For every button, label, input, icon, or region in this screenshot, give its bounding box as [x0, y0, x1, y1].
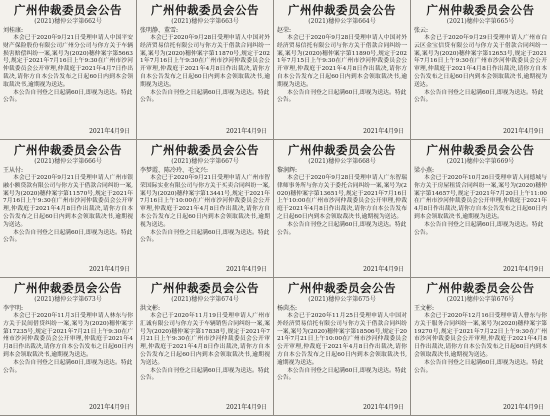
notice-title: 广州仲裁委员会公告: [288, 143, 396, 157]
notice-title: 广州仲裁委员会公告: [426, 3, 535, 17]
notice-block: [274, 0, 411, 140]
notice-block: [0, 140, 137, 278]
recipient: 李宇明:: [3, 305, 24, 312]
notice-date: 2021年4月9日: [89, 404, 130, 411]
notice-note: 本公告自刊登之日起满60日,即视为送达。特此公告。: [277, 221, 407, 236]
notice-title: 广州仲裁委员会公告: [288, 281, 396, 295]
recipient: 杨茵杰:: [277, 305, 298, 312]
notice-block: [274, 278, 411, 416]
notice-note: 本公告自刊登之日起满60日,即视为送达。特此公告。: [3, 89, 133, 104]
notice-date: 2021年4月9日: [89, 266, 130, 273]
notice-date: 2021年4月9日: [226, 404, 267, 411]
notice-block: [411, 0, 550, 140]
notice-body: 本会已于2020年9月28日受理申请人中国对外经济贸易信托有限公司与你方关于借款合同纠纷一案,案号为(2020)穗仲案字第11890号,规定于2021年7月15日上午9:30在广州市沙河仲裁委员会公开审理,仲裁庭于2021年4月8日作出裁决,请你方自本公告发布之日起60日内到本会领取裁决书,逾期视为送达。: [277, 35, 407, 88]
case-number: (2021)穗仲公字第666号: [34, 158, 102, 165]
case-number: (2021)穗仲公字第674号: [171, 296, 239, 303]
notice-date: 2021年4月9日: [226, 266, 267, 273]
notice-date: 2021年4月9日: [363, 128, 404, 135]
notice-note: 本公告自刊登之日起满60日,即视为送达。特此公告。: [414, 221, 544, 236]
notice-note: 本公告自刊登之日起满60日,即视为送达。特此公告。: [277, 367, 407, 382]
recipient: 王从付:: [3, 167, 24, 174]
notice-block: [137, 0, 274, 140]
notice-date: 2021年4月9日: [503, 404, 544, 411]
notice-title: 广州仲裁委员会公告: [151, 281, 259, 295]
notice-body: 本会已于2020年9月21日受理申请人广州市智荣国际实业有限公司与你方关于买卖合同纠纷一案,案号为(2020)穗仲案字第13441号,规定于2021年7月16日上午10:00在广州市沙河仲裁委员会公开审理,仲裁庭于2021年4月8日作出裁决,请你方自本公告发布之日起60日内到本会领取裁决书,逾期视为送达。: [140, 175, 270, 228]
notice-note: 本公告自刊登之日起满60日,即视为送达。特此公告。: [414, 359, 544, 374]
notice-note: 本公告自刊登之日起满60日,即视为送达。特此公告。: [414, 89, 544, 104]
notice-body: 本会已于2020年11月3日受理申请人林东与你方关于民间借贷纠纷一案,案号为(2020)穗仲案字第17235号,规定于2021年7月21日上午9:30在广州市沙河仲裁委员会公开审理,仲裁庭于2021年4月8日作出裁决,请你方自本公告发布之日起60日内到本会领取裁决书,逾期视为送达。: [3, 313, 133, 358]
notice-body: 本会已于2020年11月19日受理申请人广州市汇诚有限公司与你方关于车辆销售合同纠纷一案,案号为(2020)穗仲案字第17838号,规定于2021年7月21日上午9:30在广州市沙河仲裁委员会公开审理,仲裁庭于2021年4月8日作出裁决,请你方自本公告发布之日起60日内到本会领取裁决书,逾期视为送达。: [140, 313, 270, 366]
notice-body: 本会已于2020年12月16日受理申请人曹东与你方关于服务合同纠纷一案,案号为(2020)穗仲案字第19270号,规定于2021年7月22日上午9:30在广州市沙河仲裁委员会公开审理,仲裁庭于2021年4月8日作出裁决,请你方自本公告发布之日起60日内到本会领取裁决书,逾期视为送达。: [414, 313, 547, 358]
notice-body: 本会已于2020年9月28日受理申请人中国对外经济贸易信托有限公司与你方关于借款合同纠纷一案,案号为(2020)穗仲案字第11870号,规定于2021年7月16日上午9:30在广州市沙河仲裁委员会公开审理,仲裁庭于2021年4月8日作出裁决,请你方自本公告发布之日起60日内到本会领取裁决书,逾期视为送达。: [140, 35, 270, 88]
recipient: 黎润辉:: [277, 167, 298, 174]
recipient: 赵荣:: [277, 27, 292, 34]
notice-block: [274, 140, 411, 278]
notice-title: 广州仲裁委员会公告: [426, 281, 535, 295]
notice-title: 广州仲裁委员会公告: [151, 143, 259, 157]
case-number: (2021)穗仲公字第675号: [308, 296, 376, 303]
recipient: 李梦霞、陈冷玲、毛文兴:: [140, 167, 209, 174]
notice-block: [137, 278, 274, 416]
case-number: (2021)穗仲公字第667号: [171, 158, 239, 165]
notice-date: 2021年4月9日: [363, 404, 404, 411]
notice-block: [0, 0, 137, 140]
notice-note: 本公告自刊登之日起满60日,即视为送达。特此公告。: [140, 367, 270, 382]
case-number: (2021)穗仲公字第664号: [308, 18, 376, 25]
case-number: (2021)穗仲公字第673号: [34, 296, 102, 303]
notice-title: 广州仲裁委员会公告: [288, 3, 396, 17]
case-number: (2021)穗仲公字第669号: [446, 158, 515, 165]
notice-date: 2021年4月9日: [89, 128, 130, 135]
notice-body: 本会已于2020年9月21日受理申请人中国平安财产保险股份有限公司广州分公司与你方关于车辆损害赔偿纠纷一案,案号为(2020)穗仲案字第5663号,规定于2021年7月16日上午9:30在广州市沙河仲裁委员会公开审理,仲裁庭于2021年4月7日作出裁决,请你方自本公告发布之日起60日内到本会领取裁决书,逾期视为送达。: [3, 35, 133, 88]
notice-title: 广州仲裁委员会公告: [14, 3, 122, 17]
notice-block: [0, 278, 137, 416]
recipient: 洪文彬:: [140, 305, 161, 312]
notice-title: 广州仲裁委员会公告: [14, 143, 122, 157]
notice-body: 本会已于2020年11月25日受理申请人中国对外经济贸易信托有限公司与你方关于借款合同纠纷一案,案号为(2020)穗仲案字第18506号,规定于2021年7月21日上午10:00在广州市沙河仲裁委员会公开审理,仲裁庭于2021年4月8日作出裁决,请你方自本公告发布之日起60日内到本会领取裁决书,逾期视为送达。: [277, 313, 407, 366]
notice-title: 广州仲裁委员会公告: [426, 143, 535, 157]
notice-note: 本公告自刊登之日起满60日,即视为送达。特此公告。: [140, 229, 270, 244]
notice-date: 2021年4月9日: [503, 128, 544, 135]
recipient: 张云:: [414, 27, 429, 34]
recipient: 王文彬:: [414, 305, 435, 312]
notice-block: [137, 140, 274, 278]
notice-note: 本公告自刊登之日起满60日,即视为送达。特此公告。: [140, 89, 270, 104]
notice-date: 2021年4月9日: [226, 128, 267, 135]
notice-note: 本公告自刊登之日起满60日,即视为送达。特此公告。: [3, 229, 133, 244]
notice-title: 广州仲裁委员会公告: [151, 3, 259, 17]
notice-date: 2021年4月9日: [363, 266, 404, 273]
case-number: (2021)穗仲公字第676号: [446, 296, 515, 303]
case-number: (2021)穗仲公字第662号: [34, 18, 102, 25]
notice-block: [411, 278, 550, 416]
case-number: (2021)穗仲公字第665号: [446, 18, 515, 25]
case-number: (2021)穗仲公字第663号: [171, 18, 239, 25]
notice-block: [411, 140, 550, 278]
notice-body: 本会已于2020年9月28日受理申请人广东智瑞律师事务所与你方关于委托合同纠纷一案,案号为(2020)穗仲案字第13651号,规定于2021年7月16日上午10:00在广州市沙河仲裁委员会公开审理,仲裁庭于2021年4月8日作出裁决,请你方自本公告发布之日起60日内到本会领取裁决书,逾期视为送达。: [277, 175, 407, 220]
notice-date: 2021年4月9日: [503, 266, 544, 273]
notice-body: 本会已于2020年10月26日受理申请人同德城与你方关于房屋租赁合同纠纷一案,案号为(2020)穗仲案字第14657号,规定于2021年7月20日上午11:00在广州市沙河仲裁委员会公开审理,仲裁庭于2021年4月8日作出裁决,请你方自本公告发布之日起60日内到本会领取裁决书,逾期视为送达。: [414, 175, 547, 220]
notice-note: 本公告自刊登之日起满60日,即视为送达。特此公告。: [277, 89, 407, 104]
recipient: 张明静、董雪:: [140, 27, 179, 34]
notice-note: 本公告自刊登之日起满60日,即视为送达。特此公告。: [3, 359, 133, 374]
notice-body: 本会已于2020年9月21日受理申请人广州市银融小额贷款有限公司与你方关于借款合同纠纷一案,案号为(2020)穗仲案字第11570号,规定于2021年7月16日上午9:30在广州市沙河仲裁委员会公开审理,仲裁庭于2021年4月8日作出裁决,请你方自本公告发布之日起60日内到本会领取裁决书,逾期视为送达。: [3, 175, 133, 228]
recipient: 梁小燕:: [414, 167, 435, 174]
recipient: 刘桂康:: [3, 27, 24, 34]
notice-body: 本会已于2020年9月29日受理申请人广州市白云区金宝信贷有限公司与你方关于借款合同纠纷一案,案号为(2020)穗仲案字第12653号,规定于2021年7月16日上午9:30在广州市沙河仲裁委员会公开审理,仲裁庭于2021年4月8日作出裁决,请你方自本公告发布之日起60日内到本会领取裁决书,逾期视为送达。: [414, 35, 547, 88]
notice-title: 广州仲裁委员会公告: [14, 281, 122, 295]
case-number: (2021)穗仲公字第668号: [308, 158, 376, 165]
